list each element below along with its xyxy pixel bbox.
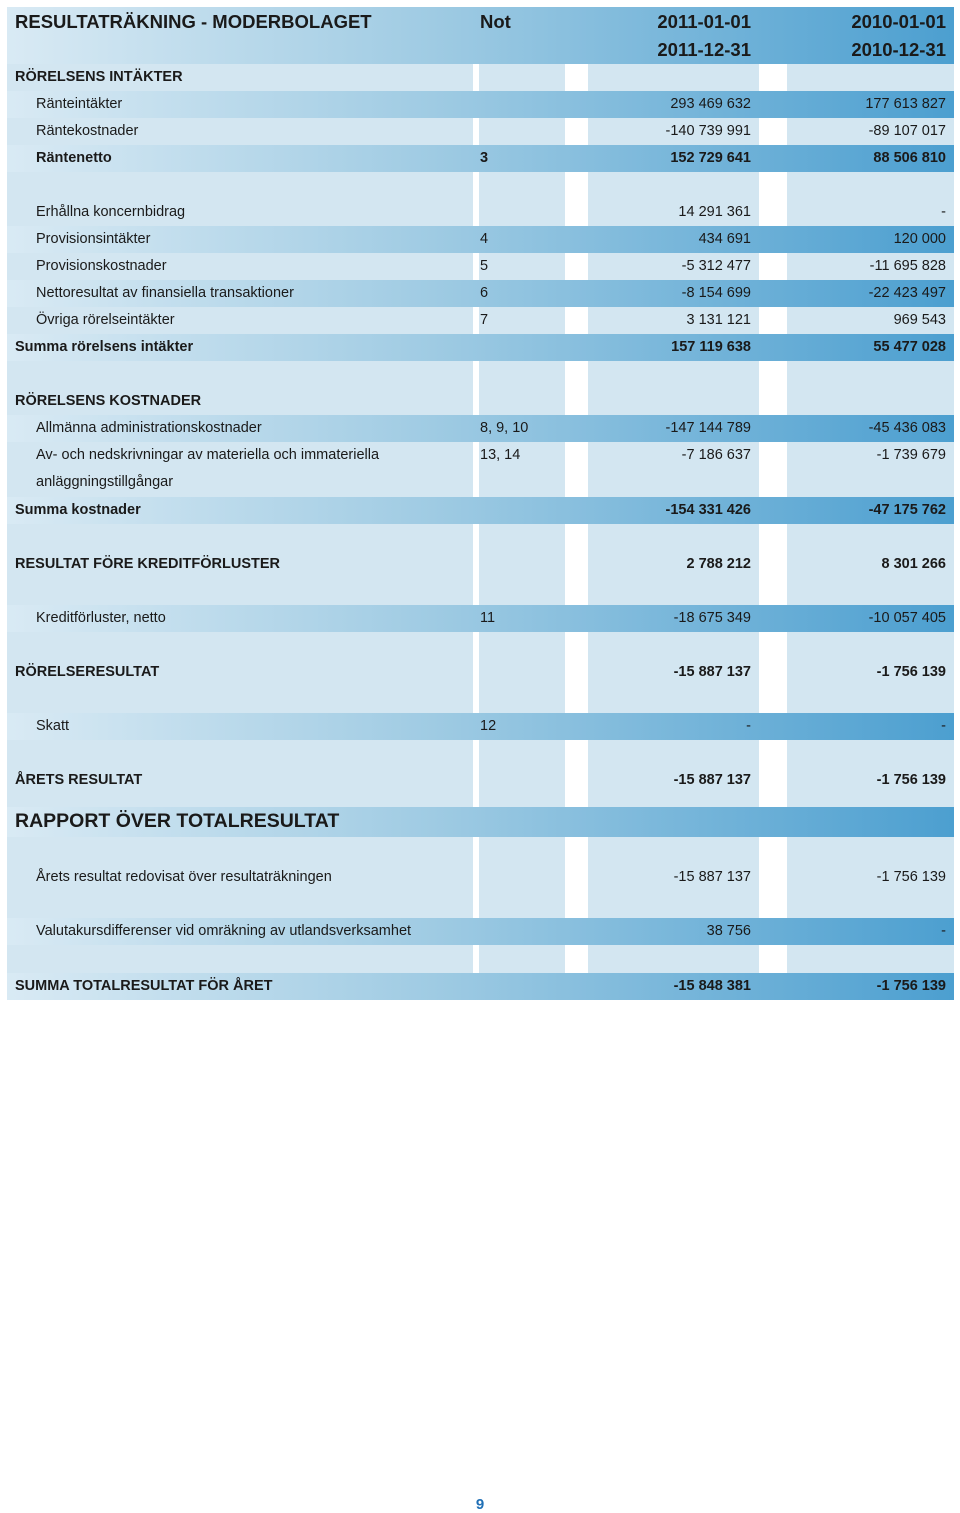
value-2011: -140 739 991 xyxy=(665,123,751,139)
value-2010: -1 739 679 xyxy=(876,447,946,463)
spacer-row xyxy=(7,837,954,864)
value-2011: -15 887 137 xyxy=(673,772,751,788)
column-separator xyxy=(759,794,787,807)
section-heading xyxy=(7,807,954,837)
column-separator xyxy=(473,524,479,551)
column-separator xyxy=(565,632,588,659)
spacer-row xyxy=(7,361,954,388)
row-label: Valutakursdifferenser vid omräkning av utlandsverksamhet xyxy=(36,923,412,939)
section-heading xyxy=(7,388,954,415)
column-separator xyxy=(565,172,588,199)
value-2011: -18 675 349 xyxy=(673,610,751,626)
spacer-row xyxy=(7,172,954,199)
column-separator xyxy=(565,199,588,226)
column-separator xyxy=(565,388,588,415)
column-separator xyxy=(473,64,479,91)
row-label: Provisionskostnader xyxy=(36,258,167,274)
column-separator xyxy=(473,307,479,334)
column-separator xyxy=(473,686,479,713)
column-separator xyxy=(473,253,479,280)
total-label: ÅRETS RESULTAT xyxy=(15,772,143,788)
value-2010: -11 695 828 xyxy=(869,258,946,274)
period-2010-to: 2010-12-31 xyxy=(851,39,946,60)
row-note: 13, 14 xyxy=(480,447,521,463)
table-row xyxy=(7,442,954,497)
page-number: 9 xyxy=(475,1496,485,1513)
row-label: Skatt xyxy=(36,718,70,734)
sum-label: Summa rörelsens intäkter xyxy=(15,339,194,355)
column-separator xyxy=(473,118,479,145)
row-note: 4 xyxy=(480,231,489,247)
column-separator xyxy=(565,686,588,713)
column-separator xyxy=(759,253,787,280)
value-2010: -1 756 139 xyxy=(876,869,946,885)
column-separator xyxy=(759,442,787,497)
column-separator xyxy=(473,632,479,659)
value-2011: -5 312 477 xyxy=(681,258,751,274)
row-note: 8, 9, 10 xyxy=(480,420,529,436)
value-2011: 3 131 121 xyxy=(686,312,751,328)
row-label: Nettoresultat av finansiella transaktioner xyxy=(36,285,294,301)
total-row xyxy=(7,551,954,578)
column-separator xyxy=(759,659,787,686)
spacer-row xyxy=(7,891,954,918)
table-row xyxy=(7,91,954,118)
column-separator xyxy=(473,837,479,864)
column-separator xyxy=(565,891,588,918)
value-2011: -8 154 699 xyxy=(681,285,751,301)
column-separator xyxy=(565,740,588,767)
column-separator xyxy=(759,740,787,767)
value-2011: -15 887 137 xyxy=(673,664,751,680)
row-label: Ränteintäkter xyxy=(36,96,123,112)
row-label: Av- och nedskrivningar av materiella och immateriella xyxy=(36,447,380,463)
row-label: Årets resultat redovisat över resultaträkningen xyxy=(36,869,332,885)
spacer-row xyxy=(7,578,954,605)
sum-row xyxy=(7,334,954,361)
column-separator xyxy=(565,794,588,807)
column-separator xyxy=(473,659,479,686)
column-separator xyxy=(759,578,787,605)
sum-row xyxy=(7,497,954,524)
total-row xyxy=(7,659,954,686)
column-separator xyxy=(473,199,479,226)
value-2010: 177 613 827 xyxy=(865,96,946,112)
table-row xyxy=(7,415,954,442)
value-2011: 2 788 212 xyxy=(686,556,751,572)
table-row xyxy=(7,199,954,226)
spacer-row xyxy=(7,632,954,659)
column-separator xyxy=(565,578,588,605)
column-separator xyxy=(759,686,787,713)
spacer-row xyxy=(7,794,954,807)
row-note: 11 xyxy=(480,610,496,626)
row-note: 12 xyxy=(480,718,497,734)
column-separator xyxy=(759,767,787,794)
header-row xyxy=(7,7,954,64)
income-statement xyxy=(7,7,954,1000)
period-2011-to: 2011-12-31 xyxy=(657,39,751,60)
table-row xyxy=(7,307,954,334)
column-separator xyxy=(759,307,787,334)
table-row xyxy=(7,280,954,307)
value-2010: - xyxy=(941,923,946,939)
column-separator xyxy=(565,659,588,686)
total-label: RESULTAT FÖRE KREDITFÖRLUSTER xyxy=(15,556,281,572)
column-separator xyxy=(759,361,787,388)
value-2011: - xyxy=(746,718,751,734)
value-2010: 969 543 xyxy=(893,312,946,328)
column-separator xyxy=(565,524,588,551)
row-note: 3 xyxy=(480,150,489,166)
column-separator xyxy=(473,361,479,388)
value-2011: 14 291 361 xyxy=(678,204,751,220)
table-row xyxy=(7,118,954,145)
total-row xyxy=(7,767,954,794)
value-2010: -1 756 139 xyxy=(876,664,946,680)
column-separator xyxy=(565,361,588,388)
column-separator xyxy=(565,767,588,794)
column-separator xyxy=(759,388,787,415)
value-2010: - xyxy=(941,204,946,220)
row-label: Provisionsintäkter xyxy=(36,231,151,247)
sum-row xyxy=(7,973,954,1000)
value-2010: 8 301 266 xyxy=(881,556,946,572)
column-separator xyxy=(759,632,787,659)
column-separator xyxy=(759,172,787,199)
column-separator xyxy=(565,864,588,891)
value-2011: -15 848 381 xyxy=(673,978,751,994)
table-row xyxy=(7,713,954,740)
column-separator xyxy=(565,253,588,280)
sum-label: SUMMA TOTALRESULTAT FÖR ÅRET xyxy=(15,978,273,994)
column-separator xyxy=(759,118,787,145)
row-label: Erhållna koncernbidrag xyxy=(36,204,186,220)
total-label: RÖRELSERESULTAT xyxy=(15,664,160,680)
value-2010: -45 436 083 xyxy=(868,420,946,436)
column-separator xyxy=(759,945,787,973)
section-heading xyxy=(7,64,954,91)
spacer-row xyxy=(7,945,954,973)
table-row xyxy=(7,918,954,945)
value-2011: -15 887 137 xyxy=(673,869,751,885)
column-separator xyxy=(759,891,787,918)
value-2010: -1 756 139 xyxy=(876,978,946,994)
column-separator xyxy=(473,891,479,918)
period-2010-from: 2010-01-01 xyxy=(851,11,946,32)
table-row xyxy=(7,145,954,172)
row-label: Kreditförluster, netto xyxy=(36,610,166,626)
value-2011: -154 331 426 xyxy=(665,502,751,518)
column-separator xyxy=(473,551,479,578)
column-separator xyxy=(759,524,787,551)
column-separator xyxy=(473,578,479,605)
value-2010: 88 506 810 xyxy=(873,150,946,166)
column-separator xyxy=(473,864,479,891)
column-separator xyxy=(565,837,588,864)
value-2011: -7 186 637 xyxy=(681,447,751,463)
value-2011: -147 144 789 xyxy=(665,420,751,436)
column-separator xyxy=(759,64,787,91)
column-separator xyxy=(565,118,588,145)
value-2011: 434 691 xyxy=(698,231,751,247)
value-2010: -89 107 017 xyxy=(868,123,946,139)
spacer-row xyxy=(7,524,954,551)
table-row xyxy=(7,864,954,891)
column-separator xyxy=(565,442,588,497)
row-note: 7 xyxy=(480,312,489,328)
column-separator xyxy=(565,945,588,973)
spacer-row xyxy=(7,686,954,713)
row-note: 6 xyxy=(480,285,489,301)
column-separator xyxy=(473,388,479,415)
spacer-row xyxy=(7,740,954,767)
row-label: Räntenetto xyxy=(36,150,112,166)
column-separator xyxy=(759,199,787,226)
value-2010: 55 477 028 xyxy=(873,339,946,355)
section-title: RÖRELSENS KOSTNADER xyxy=(15,393,202,409)
row-label: Räntekostnader xyxy=(36,123,139,139)
table-row xyxy=(7,605,954,632)
value-2010: - xyxy=(941,718,946,734)
column-separator xyxy=(759,837,787,864)
value-2010: -1 756 139 xyxy=(876,772,946,788)
column-separator xyxy=(473,740,479,767)
column-separator xyxy=(565,64,588,91)
value-2011: 157 119 638 xyxy=(671,339,751,355)
value-2010: -10 057 405 xyxy=(868,610,946,626)
value-2010: -47 175 762 xyxy=(868,502,946,518)
section-title: RAPPORT ÖVER TOTALRESULTAT xyxy=(15,810,340,832)
sum-label: Summa kostnader xyxy=(15,502,141,518)
note-column-header: Not xyxy=(480,11,511,32)
column-separator xyxy=(759,551,787,578)
value-2011: 293 469 632 xyxy=(670,96,751,112)
value-2010: -22 423 497 xyxy=(868,285,946,301)
column-separator xyxy=(473,172,479,199)
column-separator xyxy=(473,794,479,807)
report-title: RESULTATRÄKNING - MODERBOLAGET xyxy=(15,11,372,32)
value-2011: 152 729 641 xyxy=(670,150,751,166)
table-row xyxy=(7,253,954,280)
table-row xyxy=(7,226,954,253)
period-2011-from: 2011-01-01 xyxy=(657,11,751,32)
row-label-continued: anläggningstillgångar xyxy=(36,474,174,490)
row-label: Allmänna administrationskostnader xyxy=(36,420,262,436)
row-label: Övriga rörelseintäkter xyxy=(36,312,175,328)
column-separator xyxy=(473,767,479,794)
value-2011: 38 756 xyxy=(706,923,751,939)
column-separator xyxy=(565,307,588,334)
section-title: RÖRELSENS INTÄKTER xyxy=(15,69,183,85)
column-separator xyxy=(759,864,787,891)
value-2010: 120 000 xyxy=(893,231,946,247)
column-separator xyxy=(473,442,479,497)
column-separator xyxy=(473,945,479,973)
column-separator xyxy=(565,551,588,578)
row-note: 5 xyxy=(480,258,489,274)
